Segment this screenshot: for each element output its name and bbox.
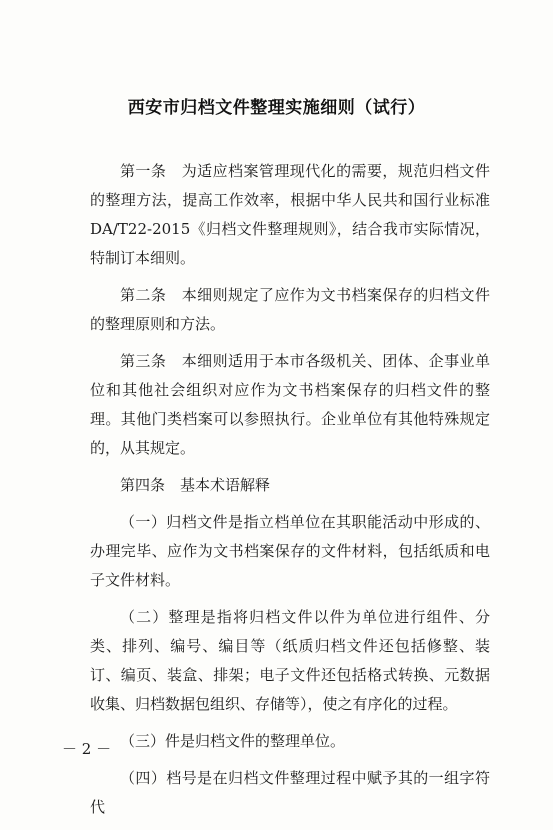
page-number: － 2 －: [62, 740, 112, 758]
paragraph-term-2: （二）整理是指将归档文件以件为单位进行组件、分类、排列、编号、编目等（纸质归档文件还包括修整、装订、编页、装盒、排架；电子文件还包括格式转换、元数据收集、归档数据包组织、存储等），使之有序化的过程。: [90, 608, 490, 713]
paragraph-term-3: （三）件是归档文件的整理单位。: [120, 732, 346, 750]
paragraph-term-4: （四）档号是在归档文件整理过程中赋予其的一组字符代: [90, 769, 490, 816]
document-body: [90, 157, 490, 830]
paragraph-article-2: 第二条 本细则规定了应作为文书档案保存的归档文件的整理原则和方法。: [90, 286, 490, 333]
paragraph-article-3: 第三条 本细则适用于本市各级机关、团体、企事业单位和其他社会组织对应作为文书档案保存的归档文件的整理。其他门类档案可以参照执行。企业单位有其他特殊规定的，从其规定。: [90, 352, 490, 457]
paragraph-term-1: （一）归档文件是指立档单位在其职能活动中形成的、办理完毕、应作为文书档案保存的文件材料，包括纸质和电子文件材料。: [90, 513, 490, 589]
paragraph-article-4-heading: 第四条 基本术语解释: [120, 476, 271, 494]
paragraph-article-1: 第一条 为适应档案管理现代化的需要，规范归档文件的整理方法，提高工作效率，根据中华人民共和国行业标准DA/T22-2015《归档文件整理规则》，结合我市实际情况，特制订本细则。: [90, 162, 490, 267]
document-title: 西安市归档文件整理实施细则（试行）: [127, 98, 426, 118]
